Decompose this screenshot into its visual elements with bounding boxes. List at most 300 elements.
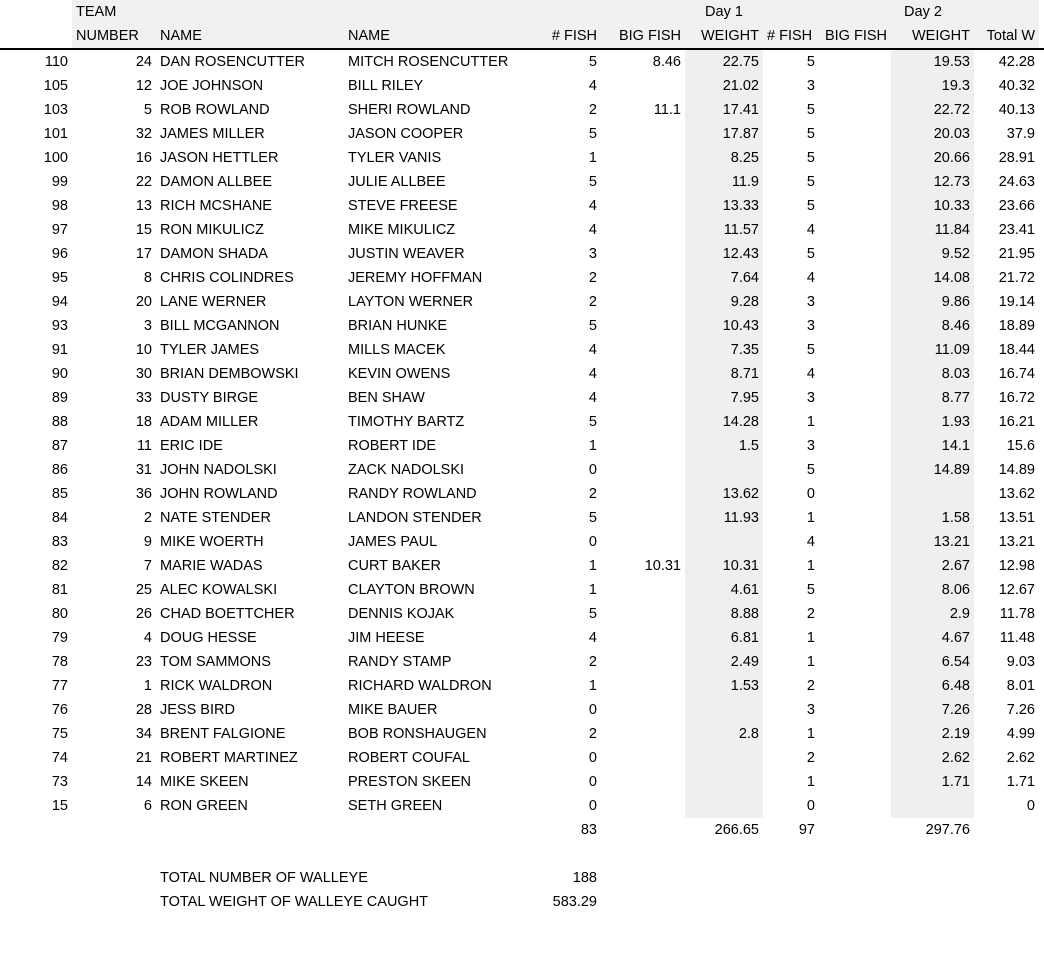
cell-weight-day1[interactable]: 13.33 [685, 194, 763, 218]
cell-big-fish-day1[interactable] [601, 242, 685, 266]
cell-angler-name-1[interactable]: RON GREEN [160, 798, 248, 814]
table-row[interactable] [0, 170, 1044, 194]
cell-angler-name-1[interactable]: JAMES MILLER [160, 126, 265, 142]
cell-big-fish-day2[interactable] [819, 362, 891, 386]
cell-weight-day2[interactable]: 22.72 [891, 98, 974, 122]
cell-big-fish-day1[interactable] [601, 770, 685, 794]
cell-angler-name-2[interactable]: LANDON STENDER [348, 510, 482, 526]
cell-fish-count-day2[interactable]: 5 [806, 198, 815, 214]
cell-weight-day1[interactable]: 11.57 [685, 218, 763, 242]
cell-big-fish-day2[interactable] [819, 746, 891, 770]
cell-fish-count-day1[interactable]: 2 [588, 270, 597, 286]
cell-fish-count-day1[interactable]: 1 [588, 438, 597, 454]
cell-rank[interactable]: 100 [43, 150, 68, 166]
cell-team-number[interactable]: 16 [135, 150, 152, 166]
cell-fish-count-day2[interactable]: 1 [806, 774, 815, 790]
cell-fish-count-day2[interactable]: 2 [806, 678, 815, 694]
cell-big-fish-day1[interactable] [601, 482, 685, 506]
cell-weight-day2[interactable]: 2.67 [891, 554, 974, 578]
cell-fish-count-day2[interactable]: 4 [806, 270, 815, 286]
cell-rank[interactable]: 97 [51, 222, 68, 238]
cell-fish-count-day1[interactable]: 0 [588, 798, 597, 814]
table-row[interactable] [0, 458, 1044, 482]
cell-total-weight[interactable]: 12.67 [998, 582, 1035, 598]
cell-rank[interactable]: 94 [51, 294, 68, 310]
cell-angler-name-1[interactable]: MIKE SKEEN [160, 774, 249, 790]
cell-angler-name-1[interactable]: NATE STENDER [160, 510, 271, 526]
cell-fish-count-day2[interactable]: 5 [806, 126, 815, 142]
cell-weight-day1[interactable]: 11.93 [685, 506, 763, 530]
cell-fish-count-day2[interactable]: 3 [806, 702, 815, 718]
cell-weight-day1[interactable]: 12.43 [685, 242, 763, 266]
cell-weight-day1[interactable]: 13.62 [685, 482, 763, 506]
cell-angler-name-2[interactable]: MIKE MIKULICZ [348, 222, 456, 238]
table-row[interactable] [0, 290, 1044, 314]
cell-angler-name-2[interactable]: LAYTON WERNER [348, 294, 474, 310]
cell-rank[interactable]: 76 [51, 702, 68, 718]
cell-total-weight[interactable]: 23.66 [998, 198, 1035, 214]
table-row[interactable] [0, 146, 1044, 170]
cell-weight-day2[interactable]: 9.86 [891, 290, 974, 314]
cell-fish-count-day2[interactable]: 5 [806, 102, 815, 118]
cell-big-fish-day1[interactable] [601, 194, 685, 218]
cell-weight-day1[interactable]: 7.35 [685, 338, 763, 362]
cell-fish-count-day1[interactable]: 4 [588, 366, 597, 382]
cell-total-weight[interactable]: 18.44 [998, 342, 1035, 358]
cell-total-weight[interactable]: 42.28 [998, 54, 1035, 70]
cell-rank[interactable]: 103 [43, 102, 68, 118]
cell-weight-day2[interactable]: 20.03 [891, 122, 974, 146]
cell-big-fish-day2[interactable] [819, 482, 891, 506]
cell-team-number[interactable]: 5 [143, 102, 152, 118]
cell-big-fish-day2[interactable] [819, 506, 891, 530]
cell-angler-name-1[interactable]: RON MIKULICZ [160, 222, 264, 238]
cell-fish-count-day2[interactable]: 3 [806, 438, 815, 454]
cell-weight-day2[interactable]: 11.09 [891, 338, 974, 362]
cell-angler-name-1[interactable]: BRIAN DEMBOWSKI [160, 366, 299, 382]
cell-angler-name-2[interactable]: DENNIS KOJAK [348, 606, 455, 622]
cell-fish-count-day2[interactable]: 1 [806, 414, 815, 430]
cell-team-number[interactable]: 2 [143, 510, 152, 526]
table-row[interactable] [0, 698, 1044, 722]
cell-total-weight[interactable]: 1.71 [1006, 774, 1035, 790]
cell-weight-day1[interactable]: 14.28 [685, 410, 763, 434]
cell-angler-name-2[interactable]: BOB RONSHAUGEN [348, 726, 487, 742]
cell-weight-day2[interactable]: 8.46 [891, 314, 974, 338]
cell-fish-count-day2[interactable]: 5 [806, 342, 815, 358]
cell-big-fish-day1[interactable] [601, 338, 685, 362]
cell-weight-day1[interactable]: 9.28 [685, 290, 763, 314]
cell-angler-name-1[interactable]: ROBERT MARTINEZ [160, 750, 298, 766]
cell-fish-count-day1[interactable]: 0 [588, 774, 597, 790]
cell-team-number[interactable]: 22 [135, 174, 152, 190]
cell-fish-count-day2[interactable]: 3 [806, 390, 815, 406]
cell-big-fish-day1[interactable] [601, 626, 685, 650]
cell-big-fish-day2[interactable] [819, 698, 891, 722]
cell-fish-count-day2[interactable]: 3 [806, 318, 815, 334]
cell-rank[interactable]: 95 [51, 270, 68, 286]
cell-rank[interactable]: 89 [51, 390, 68, 406]
table-row[interactable] [0, 482, 1044, 506]
cell-team-number[interactable]: 28 [135, 702, 152, 718]
cell-weight-day1[interactable]: 4.61 [685, 578, 763, 602]
cell-angler-name-2[interactable]: SHERI ROWLAND [348, 102, 471, 118]
cell-fish-count-day1[interactable]: 4 [588, 630, 597, 646]
cell-big-fish-day2[interactable] [819, 554, 891, 578]
cell-weight-day2[interactable]: 7.26 [891, 698, 974, 722]
table-row[interactable] [0, 746, 1044, 770]
cell-team-number[interactable]: 1 [143, 678, 152, 694]
cell-angler-name-2[interactable]: MILLS MACEK [348, 342, 446, 358]
cell-angler-name-1[interactable]: CHRIS COLINDRES [160, 270, 294, 286]
cell-big-fish-day1[interactable] [601, 122, 685, 146]
cell-angler-name-1[interactable]: LANE WERNER [160, 294, 267, 310]
cell-fish-count-day1[interactable]: 5 [588, 54, 597, 70]
cell-weight-day2[interactable] [891, 482, 974, 506]
cell-rank[interactable]: 82 [51, 558, 68, 574]
cell-angler-name-2[interactable]: MIKE BAUER [348, 702, 438, 718]
cell-fish-count-day1[interactable]: 5 [588, 174, 597, 190]
cell-total-weight[interactable]: 19.14 [998, 294, 1035, 310]
cell-weight-day1[interactable]: 1.53 [685, 674, 763, 698]
cell-big-fish-day2[interactable] [819, 122, 891, 146]
cell-rank[interactable]: 87 [51, 438, 68, 454]
cell-team-number[interactable]: 36 [135, 486, 152, 502]
cell-weight-day1[interactable]: 1.5 [685, 434, 763, 458]
cell-weight-day2[interactable]: 8.03 [891, 362, 974, 386]
cell-angler-name-2[interactable]: JAMES PAUL [348, 534, 438, 550]
cell-total-weight[interactable]: 18.89 [998, 318, 1035, 334]
cell-total-weight[interactable]: 16.72 [998, 390, 1035, 406]
cell-weight-day2[interactable]: 10.33 [891, 194, 974, 218]
cell-rank[interactable]: 75 [51, 726, 68, 742]
table-row[interactable] [0, 338, 1044, 362]
cell-rank[interactable]: 91 [51, 342, 68, 358]
cell-big-fish-day1[interactable] [601, 746, 685, 770]
cell-weight-day1[interactable] [685, 794, 763, 818]
cell-fish-count-day2[interactable]: 4 [806, 222, 815, 238]
cell-team-number[interactable]: 32 [135, 126, 152, 142]
cell-team-number[interactable]: 9 [143, 534, 152, 550]
cell-big-fish-day2[interactable] [819, 49, 891, 74]
cell-rank[interactable]: 93 [51, 318, 68, 334]
cell-fish-count-day2[interactable]: 2 [806, 750, 815, 766]
cell-rank[interactable]: 81 [51, 582, 68, 598]
cell-weight-day2[interactable]: 19.3 [891, 74, 974, 98]
cell-big-fish-day2[interactable] [819, 98, 891, 122]
cell-team-number[interactable]: 20 [135, 294, 152, 310]
cell-team-number[interactable]: 18 [135, 414, 152, 430]
cell-fish-count-day1[interactable]: 2 [588, 486, 597, 502]
cell-fish-count-day1[interactable]: 2 [588, 654, 597, 670]
cell-fish-count-day1[interactable]: 5 [588, 510, 597, 526]
cell-angler-name-2[interactable]: JULIE ALLBEE [348, 174, 446, 190]
cell-big-fish-day1[interactable] [601, 650, 685, 674]
cell-total-weight[interactable]: 23.41 [998, 222, 1035, 238]
cell-total-weight[interactable]: 14.89 [998, 462, 1035, 478]
cell-rank[interactable]: 105 [43, 78, 68, 94]
cell-angler-name-2[interactable]: CLAYTON BROWN [348, 582, 475, 598]
cell-angler-name-2[interactable]: JEREMY HOFFMAN [348, 270, 483, 286]
cell-weight-day2[interactable]: 1.93 [891, 410, 974, 434]
cell-fish-count-day1[interactable]: 5 [588, 606, 597, 622]
cell-fish-count-day1[interactable]: 4 [588, 198, 597, 214]
table-row[interactable] [0, 194, 1044, 218]
cell-fish-count-day2[interactable]: 5 [806, 462, 815, 478]
cell-angler-name-1[interactable]: JOHN NADOLSKI [160, 462, 277, 478]
cell-big-fish-day2[interactable] [819, 74, 891, 98]
cell-fish-count-day2[interactable]: 1 [806, 654, 815, 670]
cell-fish-count-day1[interactable]: 3 [588, 246, 597, 262]
cell-fish-count-day2[interactable]: 1 [806, 558, 815, 574]
cell-weight-day1[interactable]: 8.25 [685, 146, 763, 170]
cell-fish-count-day2[interactable]: 1 [806, 726, 815, 742]
cell-weight-day1[interactable]: 8.71 [685, 362, 763, 386]
cell-fish-count-day1[interactable]: 2 [588, 294, 597, 310]
cell-team-number[interactable]: 25 [135, 582, 152, 598]
cell-angler-name-2[interactable]: CURT BAKER [348, 558, 441, 574]
cell-angler-name-2[interactable]: SETH GREEN [348, 798, 443, 814]
cell-total-weight[interactable]: 0 [1026, 798, 1035, 814]
cell-fish-count-day2[interactable]: 3 [806, 294, 815, 310]
table-row[interactable] [0, 770, 1044, 794]
cell-rank[interactable]: 85 [51, 486, 68, 502]
cell-weight-day2[interactable]: 19.53 [891, 49, 974, 74]
cell-team-number[interactable]: 3 [143, 318, 152, 334]
cell-weight-day2[interactable]: 2.9 [891, 602, 974, 626]
cell-big-fish-day1[interactable] [601, 578, 685, 602]
cell-fish-count-day1[interactable]: 5 [588, 126, 597, 142]
cell-rank[interactable]: 101 [43, 126, 68, 142]
cell-team-number[interactable]: 23 [135, 654, 152, 670]
cell-angler-name-2[interactable]: JUSTIN WEAVER [348, 246, 465, 262]
cell-big-fish-day1[interactable] [601, 434, 685, 458]
cell-fish-count-day2[interactable]: 5 [806, 174, 815, 190]
cell-weight-day2[interactable]: 9.52 [891, 242, 974, 266]
cell-big-fish-day2[interactable] [819, 218, 891, 242]
cell-big-fish-day1[interactable] [601, 506, 685, 530]
table-row[interactable] [0, 578, 1044, 602]
cell-fish-count-day1[interactable]: 4 [588, 390, 597, 406]
cell-rank[interactable]: 99 [51, 174, 68, 190]
cell-fish-count-day2[interactable]: 5 [806, 582, 815, 598]
cell-weight-day1[interactable]: 6.81 [685, 626, 763, 650]
cell-team-number[interactable]: 30 [135, 366, 152, 382]
cell-angler-name-1[interactable]: BILL MCGANNON [160, 318, 280, 334]
cell-big-fish-day1[interactable] [601, 170, 685, 194]
cell-total-weight[interactable]: 8.01 [1006, 678, 1035, 694]
cell-total-weight[interactable]: 13.62 [998, 486, 1035, 502]
cell-big-fish-day1[interactable]: 10.31 [644, 558, 681, 574]
cell-angler-name-2[interactable]: BILL RILEY [348, 78, 424, 94]
cell-total-weight[interactable]: 12.98 [998, 558, 1035, 574]
cell-team-number[interactable]: 26 [135, 606, 152, 622]
cell-big-fish-day1[interactable] [601, 74, 685, 98]
cell-total-weight[interactable]: 9.03 [1006, 654, 1035, 670]
table-row[interactable] [0, 722, 1044, 746]
cell-team-number[interactable]: 12 [135, 78, 152, 94]
cell-angler-name-1[interactable]: RICH MCSHANE [160, 198, 272, 214]
cell-big-fish-day2[interactable] [819, 794, 891, 818]
cell-rank[interactable]: 78 [51, 654, 68, 670]
cell-total-weight[interactable]: 11.78 [999, 606, 1035, 622]
cell-fish-count-day2[interactable]: 1 [806, 510, 815, 526]
cell-weight-day2[interactable]: 8.77 [891, 386, 974, 410]
table-row[interactable] [0, 362, 1044, 386]
cell-fish-count-day2[interactable]: 0 [806, 798, 815, 814]
cell-total-weight[interactable]: 28.91 [998, 150, 1035, 166]
cell-weight-day2[interactable]: 14.08 [891, 266, 974, 290]
cell-weight-day2[interactable]: 14.1 [891, 434, 974, 458]
cell-weight-day1[interactable]: 21.02 [685, 74, 763, 98]
cell-team-number[interactable]: 33 [135, 390, 152, 406]
cell-weight-day1[interactable]: 17.41 [685, 98, 763, 122]
cell-angler-name-1[interactable]: DUSTY BIRGE [160, 390, 259, 406]
cell-rank[interactable]: 96 [51, 246, 68, 262]
cell-big-fish-day2[interactable] [819, 410, 891, 434]
cell-big-fish-day2[interactable] [819, 170, 891, 194]
cell-angler-name-2[interactable]: ROBERT IDE [348, 438, 437, 454]
cell-rank[interactable]: 110 [44, 54, 68, 70]
cell-big-fish-day2[interactable] [819, 434, 891, 458]
cell-weight-day2[interactable]: 14.89 [891, 458, 974, 482]
cell-total-weight[interactable]: 7.26 [1006, 702, 1035, 718]
cell-fish-count-day1[interactable]: 4 [588, 342, 597, 358]
cell-big-fish-day2[interactable] [819, 266, 891, 290]
cell-fish-count-day2[interactable]: 0 [806, 486, 815, 502]
cell-fish-count-day1[interactable]: 4 [588, 222, 597, 238]
cell-big-fish-day1[interactable] [601, 290, 685, 314]
cell-team-number[interactable]: 13 [135, 198, 152, 214]
cell-fish-count-day2[interactable]: 1 [806, 630, 815, 646]
cell-weight-day1[interactable] [685, 770, 763, 794]
cell-weight-day2[interactable]: 6.48 [891, 674, 974, 698]
cell-angler-name-2[interactable]: STEVE FREESE [348, 198, 458, 214]
cell-big-fish-day2[interactable] [819, 290, 891, 314]
cell-big-fish-day2[interactable] [819, 770, 891, 794]
table-row[interactable] [0, 386, 1044, 410]
cell-angler-name-1[interactable]: JASON HETTLER [160, 150, 279, 166]
cell-rank[interactable]: 86 [51, 462, 68, 478]
cell-big-fish-day1[interactable] [601, 674, 685, 698]
table-row[interactable] [0, 530, 1044, 554]
cell-angler-name-1[interactable]: TYLER JAMES [160, 342, 260, 358]
cell-fish-count-day1[interactable]: 1 [588, 150, 597, 166]
cell-big-fish-day1[interactable] [601, 722, 685, 746]
cell-rank[interactable]: 79 [51, 630, 68, 646]
cell-angler-name-1[interactable]: MIKE WOERTH [160, 534, 264, 550]
cell-weight-day2[interactable]: 2.19 [891, 722, 974, 746]
cell-total-weight[interactable]: 16.21 [998, 414, 1035, 430]
cell-angler-name-2[interactable]: RANDY ROWLAND [348, 486, 477, 502]
cell-rank[interactable]: 98 [51, 198, 68, 214]
cell-weight-day1[interactable]: 7.95 [685, 386, 763, 410]
cell-angler-name-1[interactable]: JOHN ROWLAND [160, 486, 278, 502]
cell-weight-day2[interactable]: 1.58 [891, 506, 974, 530]
cell-fish-count-day2[interactable]: 5 [806, 150, 815, 166]
cell-fish-count-day2[interactable]: 5 [806, 246, 815, 262]
table-row[interactable] [0, 626, 1044, 650]
cell-weight-day2[interactable]: 1.71 [891, 770, 974, 794]
cell-weight-day2[interactable]: 11.84 [891, 218, 974, 242]
cell-fish-count-day2[interactable]: 4 [806, 534, 815, 550]
cell-total-weight[interactable]: 13.21 [998, 534, 1035, 550]
cell-total-weight[interactable]: 16.74 [998, 366, 1035, 382]
table-row[interactable] [0, 98, 1044, 122]
table-row[interactable] [0, 266, 1044, 290]
cell-weight-day2[interactable]: 13.21 [891, 530, 974, 554]
cell-fish-count-day1[interactable]: 1 [588, 558, 597, 574]
table-row[interactable] [0, 674, 1044, 698]
cell-weight-day1[interactable]: 22.75 [685, 49, 763, 74]
table-row[interactable] [0, 434, 1044, 458]
cell-big-fish-day1[interactable] [601, 410, 685, 434]
cell-fish-count-day1[interactable]: 1 [588, 582, 597, 598]
cell-team-number[interactable]: 8 [143, 270, 152, 286]
cell-big-fish-day2[interactable] [819, 146, 891, 170]
cell-team-number[interactable]: 14 [135, 774, 152, 790]
cell-rank[interactable]: 77 [51, 678, 68, 694]
cell-fish-count-day1[interactable]: 2 [588, 726, 597, 742]
cell-weight-day1[interactable]: 8.88 [685, 602, 763, 626]
cell-big-fish-day2[interactable] [819, 674, 891, 698]
table-row[interactable] [0, 218, 1044, 242]
cell-angler-name-1[interactable]: DAN ROSENCUTTER [160, 54, 306, 70]
table-row[interactable] [0, 74, 1044, 98]
cell-angler-name-2[interactable]: TIMOTHY BARTZ [348, 414, 465, 430]
cell-big-fish-day2[interactable] [819, 314, 891, 338]
cell-big-fish-day1[interactable] [601, 794, 685, 818]
cell-big-fish-day2[interactable] [819, 242, 891, 266]
cell-team-number[interactable]: 7 [143, 558, 152, 574]
cell-big-fish-day2[interactable] [819, 458, 891, 482]
table-row[interactable] [0, 602, 1044, 626]
cell-total-weight[interactable]: 21.95 [998, 246, 1035, 262]
cell-angler-name-2[interactable]: JASON COOPER [348, 126, 464, 142]
cell-angler-name-1[interactable]: DOUG HESSE [160, 630, 257, 646]
cell-big-fish-day2[interactable] [819, 722, 891, 746]
cell-angler-name-1[interactable]: TOM SAMMONS [160, 654, 271, 670]
cell-angler-name-1[interactable]: BRENT FALGIONE [160, 726, 286, 742]
cell-rank[interactable]: 15 [51, 798, 68, 814]
cell-big-fish-day2[interactable] [819, 578, 891, 602]
table-row[interactable] [0, 122, 1044, 146]
cell-weight-day2[interactable]: 6.54 [891, 650, 974, 674]
table-row[interactable] [0, 314, 1044, 338]
cell-fish-count-day2[interactable]: 3 [806, 78, 815, 94]
cell-angler-name-1[interactable]: ADAM MILLER [160, 414, 259, 430]
cell-angler-name-2[interactable]: PRESTON SKEEN [348, 774, 472, 790]
cell-weight-day2[interactable]: 8.06 [891, 578, 974, 602]
cell-team-number[interactable]: 10 [135, 342, 152, 358]
cell-big-fish-day2[interactable] [819, 530, 891, 554]
cell-fish-count-day1[interactable]: 0 [588, 534, 597, 550]
cell-weight-day1[interactable]: 10.31 [685, 554, 763, 578]
cell-angler-name-1[interactable]: CHAD BOETTCHER [160, 606, 295, 622]
cell-big-fish-day1[interactable] [601, 362, 685, 386]
cell-fish-count-day1[interactable]: 0 [588, 702, 597, 718]
cell-fish-count-day1[interactable]: 5 [588, 414, 597, 430]
cell-big-fish-day2[interactable] [819, 194, 891, 218]
cell-angler-name-1[interactable]: MARIE WADAS [160, 558, 263, 574]
cell-angler-name-1[interactable]: RICK WALDRON [160, 678, 273, 694]
cell-fish-count-day1[interactable]: 2 [588, 102, 597, 118]
cell-weight-day1[interactable]: 10.43 [685, 314, 763, 338]
cell-weight-day1[interactable]: 11.9 [685, 170, 763, 194]
cell-weight-day2[interactable]: 2.62 [891, 746, 974, 770]
table-row[interactable] [0, 794, 1044, 818]
cell-weight-day1[interactable] [685, 746, 763, 770]
